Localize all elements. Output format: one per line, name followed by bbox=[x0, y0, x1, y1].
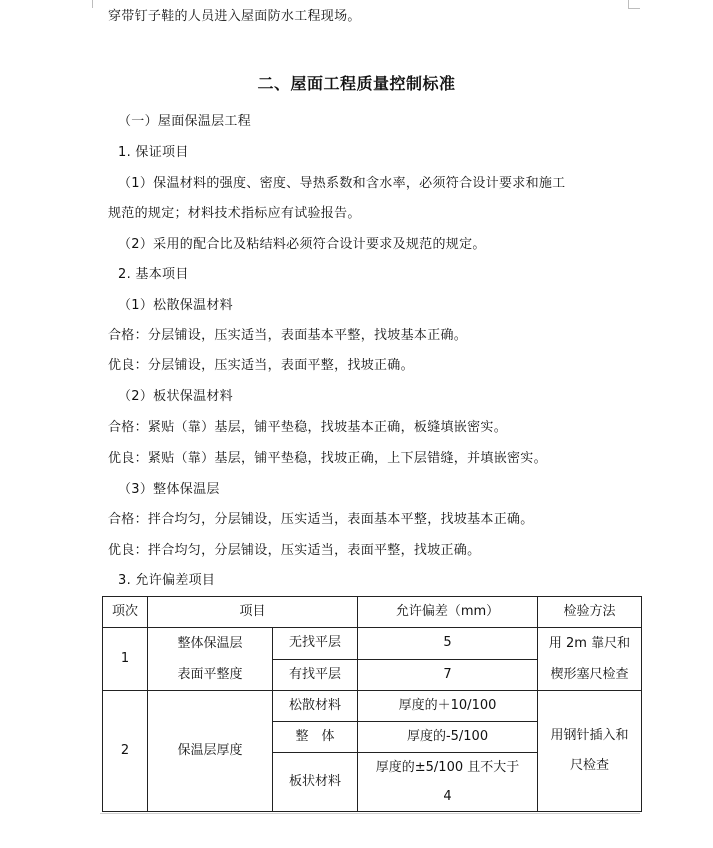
margin-mark-top-right-h bbox=[628, 8, 640, 9]
paragraph-line: 规范的规定；材料技术指标应有试验报告。 bbox=[108, 206, 361, 221]
deviation-text: 厚度的±5/100 且不大于 bbox=[375, 760, 520, 775]
sub-item-cell: 板状材料 bbox=[273, 753, 358, 812]
row-number: 2 bbox=[103, 691, 148, 812]
deviation-value: 5 bbox=[358, 628, 538, 660]
method-text: 用钢针插入和 bbox=[550, 728, 629, 743]
header-cell-no: 项次 bbox=[103, 597, 148, 628]
table-row bbox=[103, 691, 642, 722]
method-cell bbox=[538, 628, 642, 691]
sub-item-cell: 无找平层 bbox=[273, 628, 358, 660]
paragraph-top: 穿带钉子鞋的人员进入屋面防水工程现场。 bbox=[108, 9, 361, 24]
item-heading: 2. 基本项目 bbox=[118, 267, 189, 282]
paragraph-line: 合格：分层铺设，压实适当，表面基本平整，找坡基本正确。 bbox=[108, 328, 468, 343]
deviation-value: 7 bbox=[358, 659, 538, 691]
header-cell-item: 项目 bbox=[148, 597, 358, 628]
paragraph-line: 优良：紧贴（靠）基层，铺平垫稳，找坡正确，上下层错缝，并填嵌密实。 bbox=[108, 451, 547, 466]
paragraph-line: （1）松散保温材料 bbox=[118, 298, 233, 313]
deviation-text: 4 bbox=[443, 789, 452, 804]
sub-item-cell: 有找平层 bbox=[273, 659, 358, 691]
sub-item-cell: 松散材料 bbox=[273, 691, 358, 722]
margin-mark-top-left bbox=[92, 0, 93, 8]
paragraph-line: 合格：紧贴（靠）基层，铺平垫稳，找坡基本正确，板缝填嵌密实。 bbox=[108, 420, 508, 435]
method-cell bbox=[538, 691, 642, 812]
deviation-value: 厚度的＋10/100 bbox=[358, 691, 538, 722]
item-cell: 保温层厚度 bbox=[148, 691, 273, 812]
header-cell-method: 检验方法 bbox=[538, 597, 642, 628]
header-cell-deviation: 允许偏差（mm） bbox=[358, 597, 538, 628]
method-text: 用 2m 靠尺和 bbox=[548, 636, 631, 651]
paragraph-line: 优良：分层铺设，压实适当，表面平整，找坡正确。 bbox=[108, 358, 414, 373]
deviation-value: 厚度的-5/100 bbox=[358, 722, 538, 753]
deviation-table bbox=[102, 596, 642, 812]
method-text: 楔形塞尺检查 bbox=[550, 667, 629, 682]
item-cell bbox=[148, 628, 273, 691]
item-heading: 3. 允许偏差项目 bbox=[118, 573, 216, 588]
paragraph-line: （1）保温材料的强度、密度、导热系数和含水率，必须符合设计要求和施工 bbox=[118, 176, 566, 191]
method-text: 尺检查 bbox=[570, 758, 610, 773]
page-bottom-rule bbox=[100, 813, 640, 814]
row-number: 1 bbox=[103, 628, 148, 691]
item-text: 表面平整度 bbox=[177, 667, 243, 682]
item-heading: 1. 保证项目 bbox=[118, 145, 189, 160]
table-header-row bbox=[103, 597, 642, 628]
paragraph-line: （2）采用的配合比及粘结料必须符合设计要求及规范的规定。 bbox=[118, 237, 486, 252]
paragraph-line: 优良：拌合均匀，分层铺设，压实适当，表面平整，找坡正确。 bbox=[108, 543, 481, 558]
margin-mark-top-right bbox=[628, 0, 629, 8]
deviation-value bbox=[358, 753, 538, 812]
paragraph-line: 合格：拌合均匀，分层铺设，压实适当，表面基本平整，找坡基本正确。 bbox=[108, 512, 534, 527]
paragraph-line: （2）板状保温材料 bbox=[118, 389, 233, 404]
paragraph-line: （3）整体保温层 bbox=[118, 482, 220, 497]
subsection-heading: （一）屋面保温层工程 bbox=[118, 114, 252, 129]
item-text: 整体保温层 bbox=[177, 636, 243, 651]
section-title: 二、屋面工程质量控制标准 bbox=[257, 74, 456, 93]
table-row bbox=[103, 628, 642, 660]
sub-item-cell: 整 体 bbox=[273, 722, 358, 753]
